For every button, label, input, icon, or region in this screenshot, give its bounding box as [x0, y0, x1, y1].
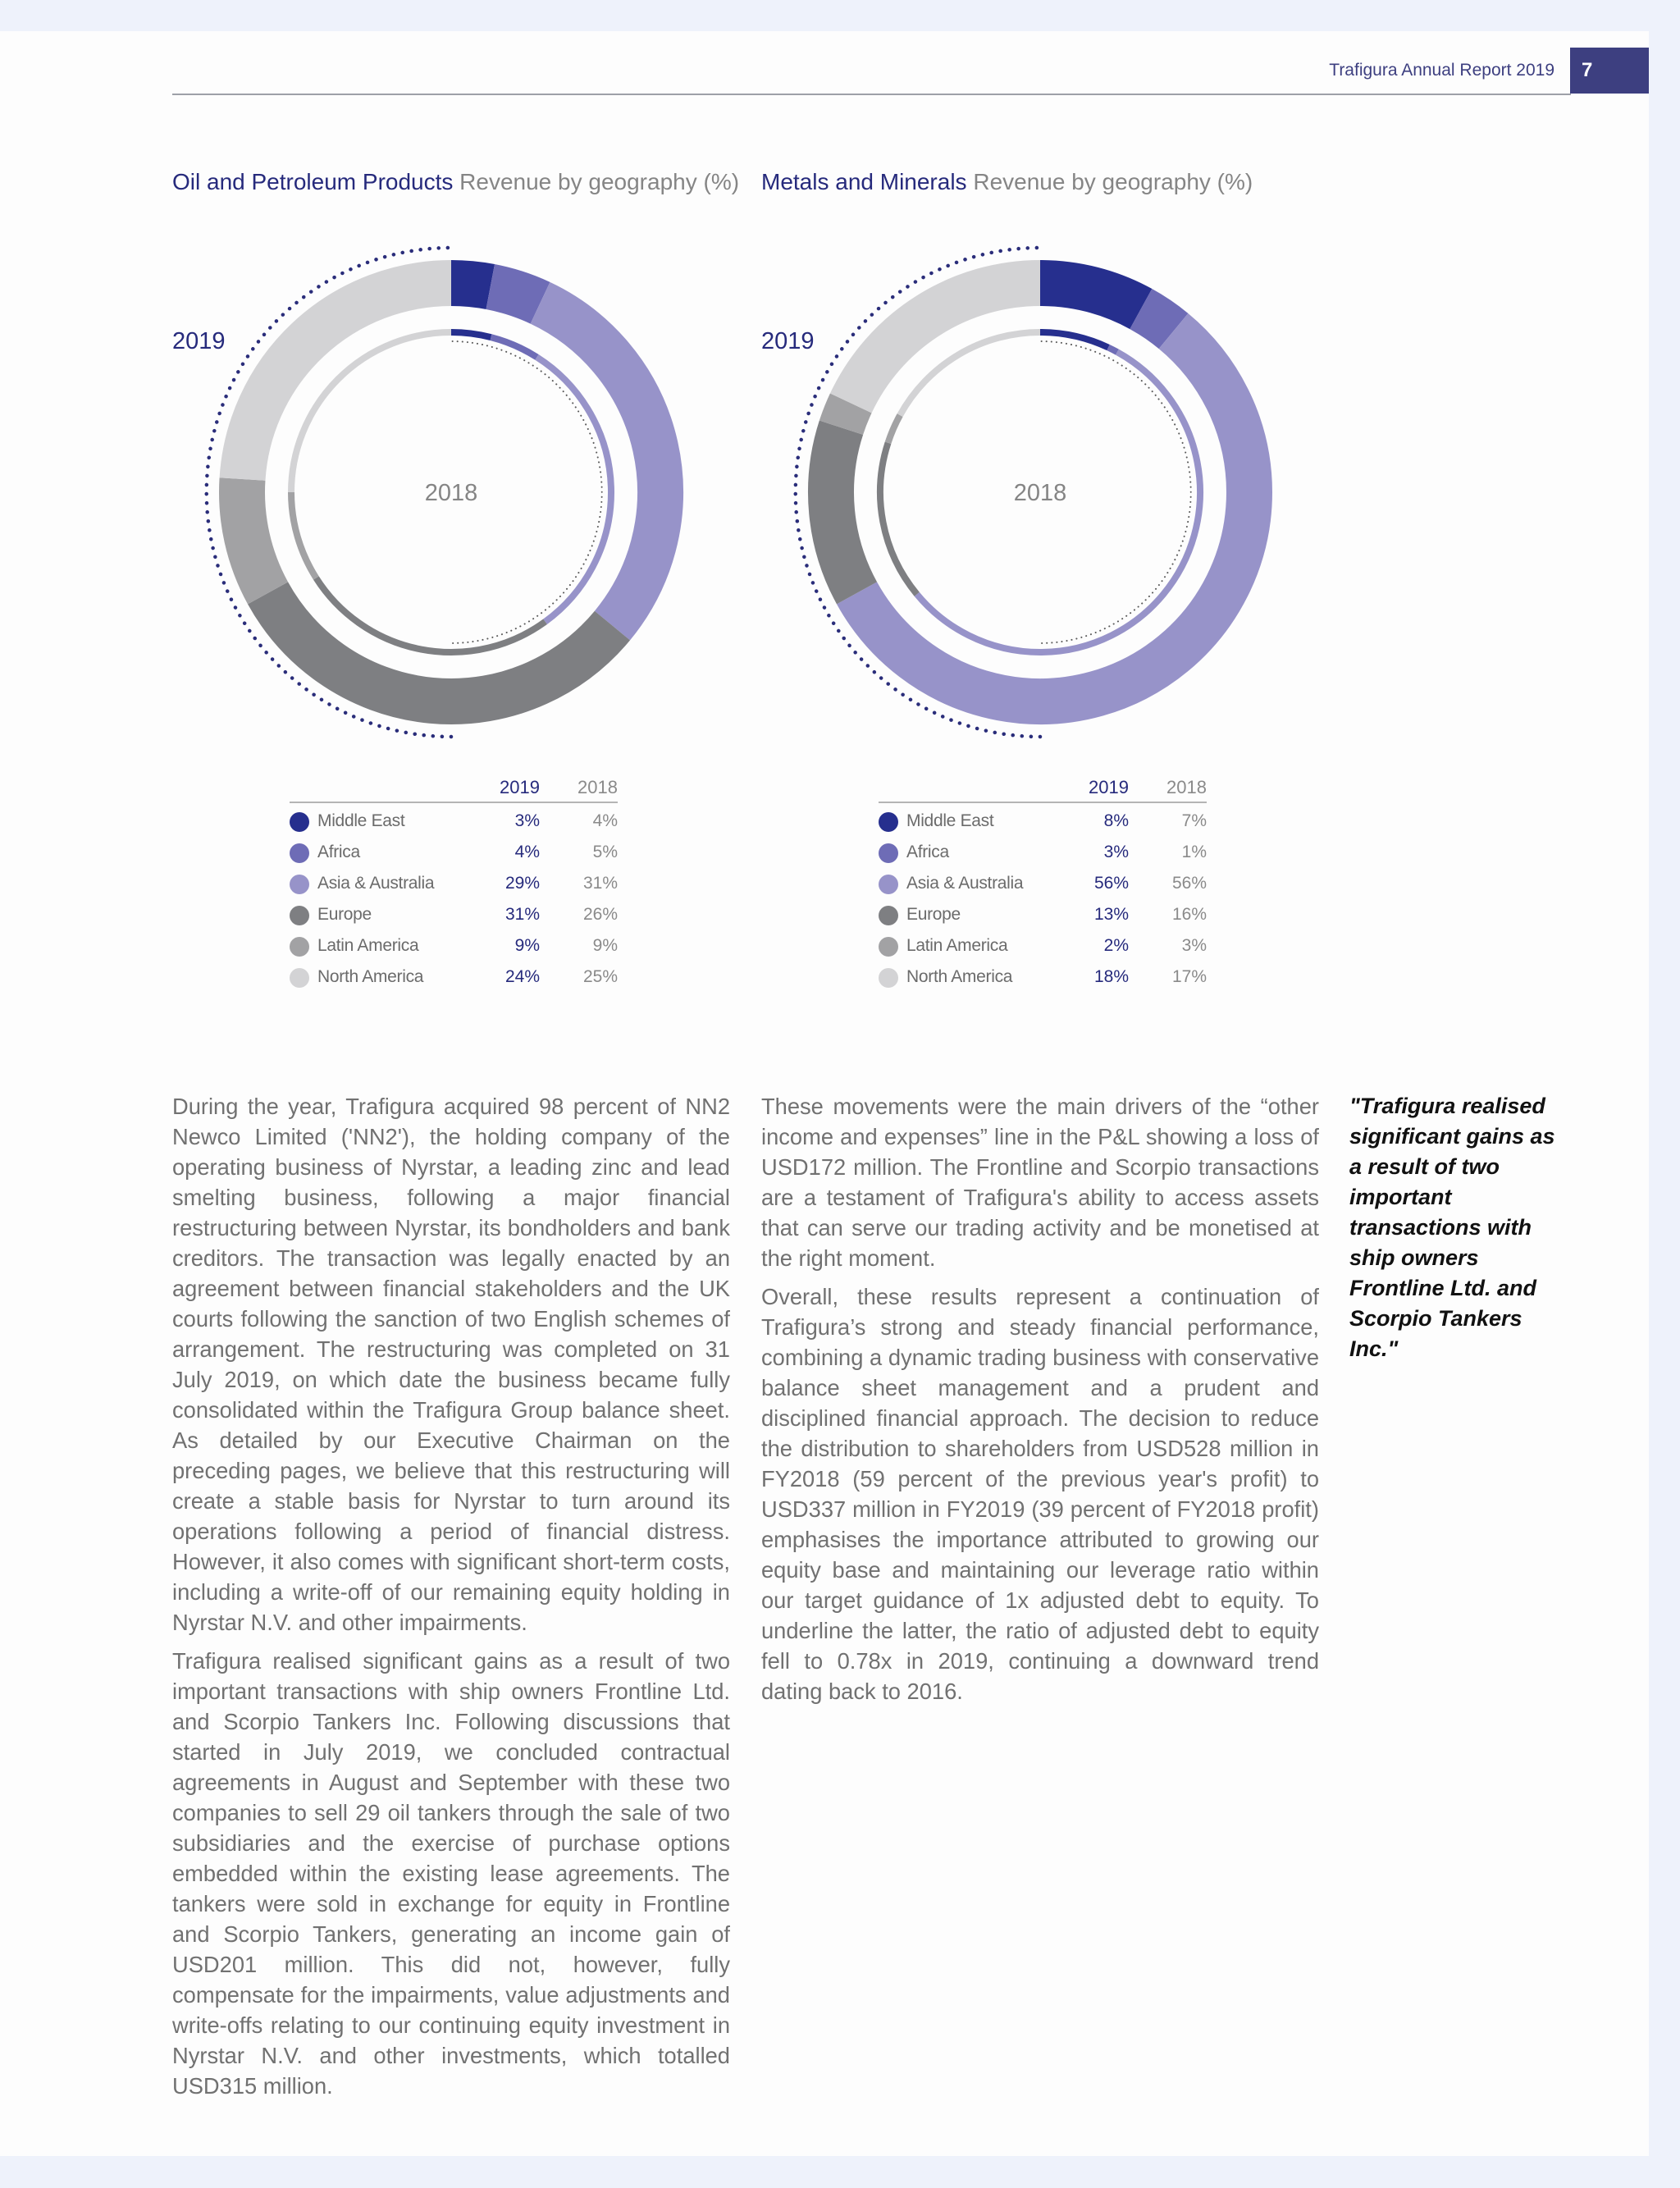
chart-title-metals: [761, 169, 1253, 195]
legend-header: [290, 775, 618, 803]
chart-title-sub: Revenue by geography (%): [973, 169, 1253, 194]
value-2018: 3%: [1181, 936, 1207, 955]
value-2019: 2%: [1103, 936, 1129, 955]
paragraph: Overall, these results represent a continuation of Trafigura’s strong and steady financial performance, combining a dynamic trading business with conservative balance sheet management and a prudent and disciplined financial approach. The decision to reduce the distribution to shareholders from USD528 million in FY2018 (59 percent of the previous year's profit) to USD337 million in FY2019 (39 percent of FY2018 profit) emphasises the importance attributed to growing our equity base and maintaining our leverage ratio within our target guidance of 1x adjusted debt to equity. To underline the latter, the ratio of adjusted debt to equity fell to 0.78x in 2019, continuing a downward trend dating back to 2016.: [761, 1284, 1319, 1704]
legend-swatch: [290, 875, 309, 894]
legend-swatch: [879, 906, 898, 925]
value-2018: 16%: [1171, 905, 1207, 924]
legend-table-metals: [879, 775, 1207, 990]
value-2018: 9%: [592, 936, 618, 955]
outer-ring-label: 2019: [761, 328, 815, 354]
region-name: Middle East: [906, 811, 994, 830]
inner-ring-label: 2018: [1013, 480, 1067, 506]
body-column-2: [761, 1091, 1319, 1715]
value-2018: 31%: [582, 874, 618, 893]
legend-row: [879, 928, 1207, 959]
legend-swatch: [879, 875, 898, 894]
legend-row: [290, 803, 618, 834]
page-number: 7: [1570, 48, 1649, 94]
region-name: Europe: [317, 905, 372, 924]
segment-2019-africa: [1141, 309, 1174, 331]
legend-swatch: [290, 968, 309, 988]
segment-2018-africa: [1108, 348, 1117, 353]
value-2018: 7%: [1181, 811, 1207, 830]
value-2018: 56%: [1171, 874, 1207, 893]
segment-2019-latin-america: [841, 403, 851, 427]
segment-2019-africa: [491, 287, 541, 304]
value-2019: 8%: [1103, 811, 1129, 830]
legend-table-oil: [290, 775, 618, 990]
legend-row: [879, 897, 1207, 928]
legend-row: [879, 959, 1207, 990]
value-2019: 29%: [504, 874, 540, 893]
segment-2018-africa: [491, 337, 536, 357]
legend-swatch: [290, 937, 309, 957]
paragraph: During the year, Trafigura acquired 98 percent of NN2 Newco Limited ('NN2'), the holding company of the operating business of Nyrstar, a leading zinc and lead smelting business, following a major financial restructuring between Nyrstar, its bondholders and bank creditors. The transaction was legally enacted by an agreement between financial stakeholders and the UK courts following the sanction of two English schemes of arrangement. The restructuring was completed on 31 July 2019, on which date the business became fully consolidated within the Trafigura Group balance sheet. As detailed by our Executive Chairman on the preceding pages, we believe that this restructuring will create a stable basis for Nyrstar to turn around its operations following a period of financial distress. However, it also comes with significant short-term costs, including a write-off of our remaining equity holding in Nyrstar N.V. and other impairments.: [172, 1094, 730, 1635]
value-2018: 4%: [592, 811, 618, 830]
chart-title-oil: [172, 169, 739, 195]
region-name: North America: [317, 967, 424, 986]
col-2018-header: 2018: [578, 777, 618, 797]
chart-title-main: Oil and Petroleum Products: [172, 169, 454, 194]
segment-2018-latin-america: [291, 492, 316, 578]
inner-ring-label: 2018: [424, 480, 478, 506]
legend-header: [879, 775, 1207, 803]
paragraph: These movements were the main drivers of the “other income and expenses” line in the P&L showing a loss of USD172 million. The Frontline and Scorpio transactions are a testament of Trafigura's ability to access assets that can serve our trading activity and be monetised at the right moment.: [761, 1094, 1319, 1271]
paragraph: Trafigura realised significant gains as a result of two important transactions with ship owners Frontline Ltd. and Scorpio Tankers Inc. Following discussions that started in July 2019, we concluded contractual agreements in August and September with these two companies to sell 29 oil tankers through the sale of two subsidiaries and the exercise of purchase options embedded within the existing lease agreements. The tankers were sold in exchange for equity in Frontline and Scorpio Tankers, generating an income gain of USD201 million. This did not, however, fully compensate for the impairments, value adjustments and write-offs relating to our continuing equity investment in Nyrstar N.V. and other investments, which totalled USD315 million.: [172, 1648, 730, 2099]
value-2018: 5%: [592, 843, 618, 861]
segment-2019-middle-east: [451, 283, 491, 287]
donut-chart-oil: [189, 230, 714, 755]
legend-row: [290, 928, 618, 959]
legend-row: [290, 897, 618, 928]
region-name: North America: [906, 967, 1013, 986]
chart-title-sub: Revenue by geography (%): [459, 169, 740, 194]
value-2019: 18%: [1093, 967, 1129, 986]
segment-2018-europe: [316, 578, 545, 652]
value-2019: 31%: [504, 905, 540, 924]
value-2018: 26%: [582, 905, 618, 924]
legend-swatch: [290, 812, 309, 832]
legend-row: [290, 959, 618, 990]
segment-2018-middle-east: [1040, 332, 1108, 348]
segment-2018-middle-east: [451, 332, 491, 337]
segment-2019-asia-australia: [541, 303, 660, 625]
pull-quote: "Trafigura realised significant gains as a result of two important transactions with ship owners Frontline Ltd. and Scorpio Tankers Inc.": [1349, 1094, 1555, 1361]
col-2019-header: 2019: [1089, 777, 1129, 797]
legend-swatch: [879, 843, 898, 863]
region-name: Africa: [906, 843, 949, 861]
legend-swatch: [879, 968, 898, 988]
region-name: Africa: [317, 843, 360, 861]
legend-row: [879, 834, 1207, 866]
segment-2018-europe: [880, 443, 917, 595]
legend-row: [879, 866, 1207, 897]
col-2018-header: 2018: [1166, 777, 1207, 797]
legend-row: [879, 803, 1207, 834]
segment-2019-north-america: [243, 283, 451, 479]
donut-chart-metals: [778, 230, 1303, 755]
segment-2019-north-america: [851, 283, 1040, 403]
header-rule: [172, 94, 1571, 95]
value-2018: 25%: [582, 967, 618, 986]
value-2019: 4%: [514, 843, 540, 861]
body-column-1: [172, 1091, 730, 2109]
col-2019-header: 2019: [500, 777, 540, 797]
region-name: Latin America: [906, 936, 1008, 955]
legend-swatch: [290, 906, 309, 925]
legend-swatch: [879, 937, 898, 957]
segment-2019-europe: [831, 427, 857, 593]
value-2019: 3%: [514, 811, 540, 830]
chart-title-main: Metals and Minerals: [761, 169, 967, 194]
legend-row: [290, 866, 618, 897]
region-name: Middle East: [317, 811, 405, 830]
region-name: Asia & Australia: [317, 874, 435, 893]
segment-2018-latin-america: [888, 415, 901, 443]
outer-ring-label: 2019: [172, 328, 226, 354]
legend-swatch: [879, 812, 898, 832]
value-2019: 24%: [504, 967, 540, 986]
value-2019: 56%: [1093, 874, 1129, 893]
value-2018: 17%: [1171, 967, 1207, 986]
value-2019: 13%: [1093, 905, 1129, 924]
report-title: Trafigura Annual Report 2019: [1329, 61, 1554, 80]
value-2018: 1%: [1181, 843, 1207, 861]
segment-2018-asia-australia: [536, 357, 611, 621]
region-name: Latin America: [317, 936, 419, 955]
legend-swatch: [290, 843, 309, 863]
value-2019: 3%: [1103, 843, 1129, 861]
segment-2019-latin-america: [242, 479, 268, 593]
legend-row: [290, 834, 618, 866]
region-name: Asia & Australia: [906, 874, 1024, 893]
segment-2019-middle-east: [1040, 283, 1141, 309]
region-name: Europe: [906, 905, 961, 924]
value-2019: 9%: [514, 936, 540, 955]
